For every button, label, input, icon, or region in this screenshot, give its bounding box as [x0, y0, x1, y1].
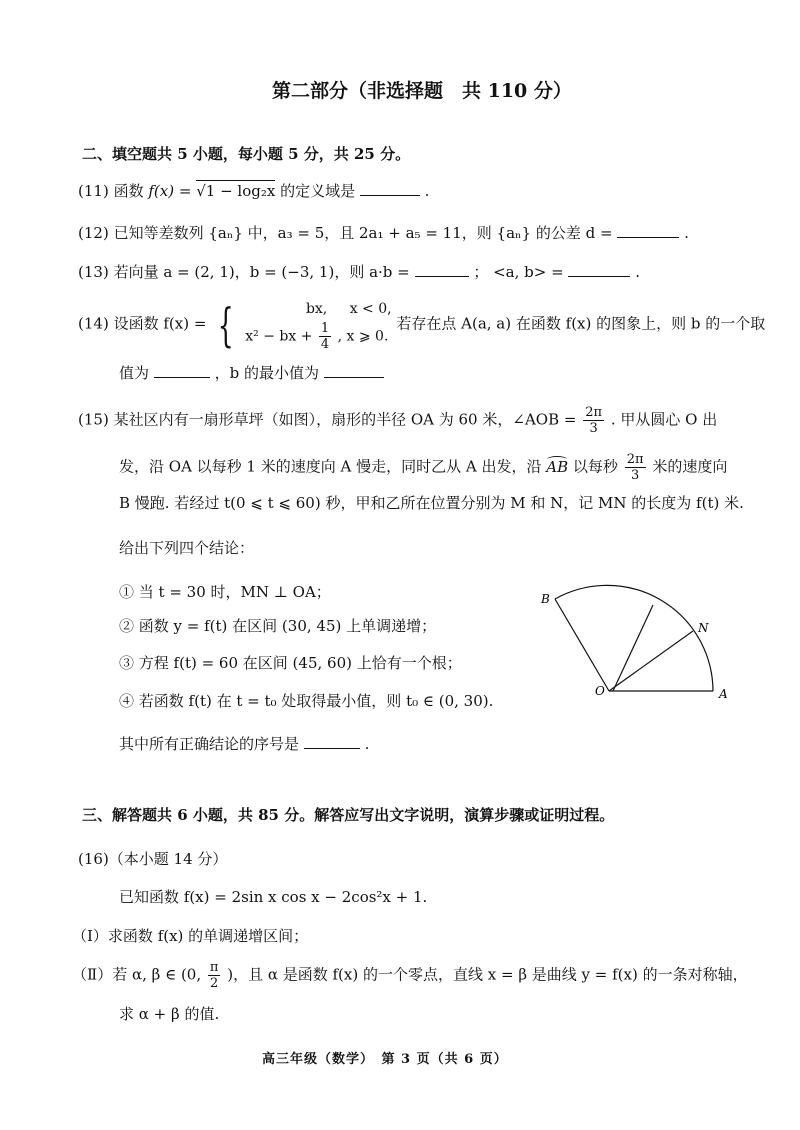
conclusion-2: ② 函数 y = f(t) 在区间 (30, 45) 上单调递增；	[119, 617, 437, 635]
section-3-heading: 三、解答题共 6 小题，共 85 分。解答应写出文字说明，演算步骤或证明过程。	[82, 806, 615, 824]
answer-blank[interactable]	[617, 223, 679, 238]
label-b: B	[541, 592, 550, 606]
answer-blank[interactable]	[360, 181, 420, 196]
question-text: 函数	[113, 182, 144, 200]
question-end: .	[684, 224, 689, 242]
frac-den: 4	[320, 337, 330, 352]
radius-ob	[555, 599, 609, 691]
arc-ab	[546, 458, 568, 476]
question-14	[78, 297, 765, 352]
frac-num: 1	[320, 321, 330, 336]
case-1	[245, 297, 391, 321]
fraction-one-quarter	[319, 321, 331, 352]
arc-ab-curve	[555, 585, 713, 691]
fraction-2pi-3	[625, 452, 646, 483]
sector-figure	[535, 577, 735, 707]
question-text: 设函数 f(x) =	[113, 314, 207, 333]
label-a: A	[719, 687, 728, 701]
segment-on	[609, 631, 693, 691]
question-12	[78, 222, 689, 243]
fraction-pi-2	[208, 960, 221, 991]
question-16-part-1: （Ⅰ）求函数 f(x) 的单调递增区间；	[72, 927, 309, 945]
question-text: （Ⅱ）若 α, β ∈ (0,	[72, 965, 202, 984]
question-text: 其中所有正确结论的序号是	[119, 735, 300, 753]
question-number: (15)	[78, 410, 109, 429]
question-16-part-2	[72, 960, 748, 991]
arc-label: AB	[546, 457, 569, 476]
label-n: N	[698, 621, 709, 635]
question-text: . 甲从圆心 O 出	[610, 410, 718, 429]
frac-num: π	[209, 960, 219, 975]
fraction-2pi-3	[583, 405, 604, 436]
answer-blank-2[interactable]	[568, 262, 630, 277]
question-11	[78, 180, 429, 201]
question-text: 的定义域是	[280, 182, 356, 200]
question-number: (11)	[78, 182, 109, 200]
question-text: )，且 α 是函数 f(x) 的一个零点，直线 x = β 是曲线 y = f(x) 的一条对称轴，	[227, 965, 748, 984]
question-15-line-3: B 慢跑. 若经过 t(0 ⩽ t ⩽ 60) 秒，甲和乙所在位置分别为 M 和 N，记 MN 的长度为 f(t) 米.	[119, 494, 744, 512]
frac-den: 3	[630, 468, 640, 483]
question-16-header: (16)（本小题 14 分）	[78, 850, 228, 868]
conclusion-3: ③ 方程 f(t) = 60 在区间 (45, 60) 上恰有一个根；	[119, 654, 462, 672]
question-text: 发，沿 OA 以每秒 1 米的速度向 A 慢走，同时乙从 A 出发，沿	[119, 457, 547, 476]
section-2-heading: 二、填空题共 5 小题，每小题 5 分，共 25 分。	[82, 145, 411, 163]
frac-num: 2π	[585, 405, 603, 420]
function-name: f(x) =	[148, 182, 197, 200]
conclusion-4: ④ 若函数 f(t) 在 t = t₀ 处取得最小值，则 t₀ ∈ (0, 30).	[119, 692, 494, 710]
question-text: 已知等差数列 {aₙ} 中，a₃ = 5，且 2a₁ + a₅ = 11，则 {aₙ} 的公差 d =	[113, 224, 613, 242]
case-1-cond: x < 0,	[349, 301, 392, 317]
left-brace: {	[217, 297, 234, 352]
question-number: (12)	[78, 224, 109, 242]
question-text: 若存在点 A(a, a) 在函数 f(x) 的图象上，则 b 的一个取	[396, 314, 766, 333]
piecewise-cases	[245, 297, 391, 352]
question-15-line-1	[78, 405, 717, 436]
case-2-expr: x² − bx +	[245, 328, 313, 345]
question-end: .	[635, 263, 641, 281]
conclusions-intro: 给出下列四个结论：	[119, 539, 255, 557]
answer-blank-1[interactable]	[154, 363, 210, 378]
question-text: 某社区内有一扇形草坪（如图），扇形的半径 OA 为 60 米，∠AOB =	[113, 410, 577, 429]
answer-blank[interactable]	[304, 734, 360, 749]
case-2	[245, 321, 391, 352]
question-15-line-2	[119, 452, 727, 483]
case-1-expr: bx,	[305, 301, 328, 317]
question-16-part-2-line-2: 求 α + β 的值.	[119, 1005, 220, 1023]
question-number: (14)	[78, 314, 109, 333]
question-13	[78, 261, 640, 282]
label-o: O	[595, 684, 605, 698]
question-end: .	[364, 735, 370, 753]
question-text: ，b 的最小值为	[214, 364, 319, 382]
frac-num: 2π	[626, 452, 644, 467]
question-text: 米的速度向	[652, 457, 728, 476]
page-title: 第二部分（非选择题 共 110 分）	[272, 80, 572, 102]
question-16-given: 已知函数 f(x) = 2sin x cos x − 2cos²x + 1.	[119, 888, 428, 906]
question-14-line-2	[119, 362, 384, 383]
question-number: (13)	[78, 263, 109, 281]
answer-blank-1[interactable]	[415, 262, 469, 277]
conclusion-1: ① 当 t = 30 时，MN ⊥ OA；	[119, 583, 331, 601]
question-text: <a, b> =	[493, 263, 564, 281]
question-text: 值为	[119, 364, 150, 382]
sqrt-expression: √1 − log₂x	[196, 182, 276, 200]
page-footer: 高三年级（数学） 第 3 页（共 6 页）	[262, 1052, 508, 1067]
question-text: 以每秒	[572, 457, 618, 476]
answer-blank-2[interactable]	[324, 363, 384, 378]
frac-den: 2	[210, 976, 219, 991]
separator: ；	[473, 263, 489, 281]
question-end: .	[424, 182, 430, 200]
case-2-cond: , x ⩾ 0.	[337, 328, 389, 345]
question-15-ask	[119, 733, 369, 754]
segment-inner	[613, 605, 653, 691]
arc-symbol	[547, 456, 567, 463]
frac-den: 3	[589, 421, 598, 436]
question-text: 若向量 a = (2, 1)，b = (−3, 1)，则 a·b =	[113, 263, 410, 281]
